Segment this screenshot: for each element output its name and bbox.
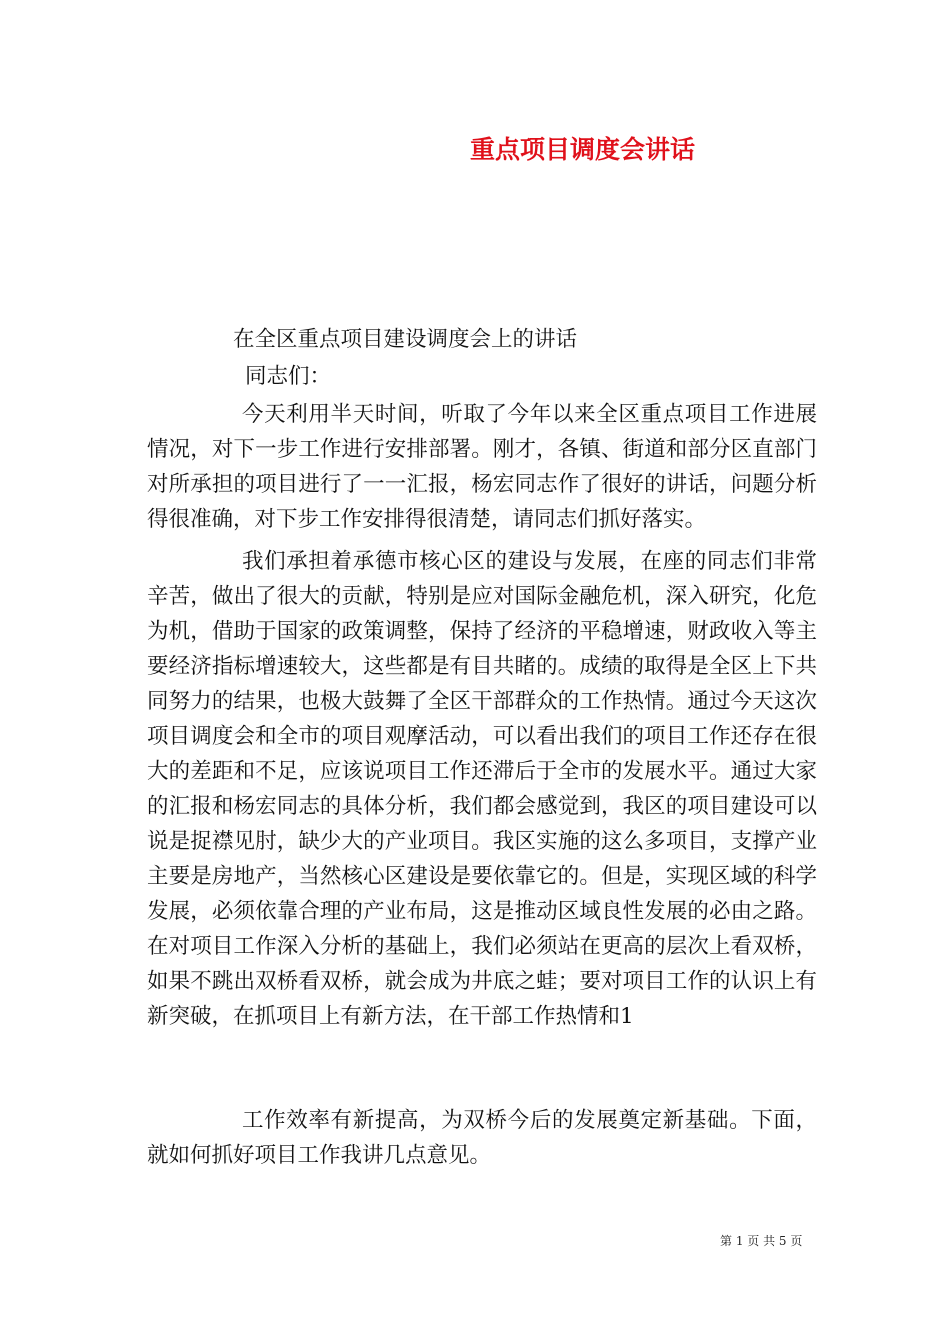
paragraph-1: 今天利用半天时间，听取了今年以来全区重点项目工作进展情况，对下一步工作进行安排部署。刚才，各镇、街道和部分区直部门对所承担的项目进行了一一汇报，杨宏同志作了很好的讲话，问题分析得很准确，对下步工作安排得很清楚，请同志们抓好落实。 <box>147 402 817 532</box>
greeting: 同志们： <box>245 364 332 389</box>
page-number: 第 1 页 共 5 页 <box>720 1234 803 1248</box>
paragraph-2: 我们承担着承德市核心区的建设与发展，在座的同志们非常辛苦，做出了很大的贡献，特别是应对国际金融危机，深入研究，化危为机，借助于国家的政策调整，保持了经济的平稳增速，财政收入等主要经济指标增速较大，这些都是有目共睹的。成绩的取得是全区上下共同努力的结果，也极大鼓舞了全区干部群众的工作热情。通过今天这次项目调度会和全市的项目观摩活动，可以看出我们的项目工作还存在很大的差距和不足，应该说项目工作还滞后于全市的发展水平。通过大家的汇报和杨宏同志的具体分析，我们都会感觉到，我区的项目建设可以说是捉襟见肘，缺少大的产业项目。我区实施的这么多项目，支撑产业主要是房地产，当然核心区建设是要依靠它的。但是，实现区域的科学发展，必须依靠合理的产业布局，这是推动区域良性发展的必由之路。在对项目工作深入分析的基础上，我们必须站在更高的层次上看双桥，如果不跳出双桥看双桥，就会成为井底之蛙；要对项目工作的认识上有新突破，在抓项目上有新方法，在干部工作热情和1 <box>147 549 817 1029</box>
paragraph-3: 工作效率有新提高，为双桥今后的发展奠定新基础。下面，就如何抓好项目工作我讲几点意见。 <box>147 1108 817 1168</box>
speech-subtitle: 在全区重点项目建设调度会上的讲话 <box>233 327 578 352</box>
document-title: 重点项目调度会讲话 <box>470 135 696 164</box>
